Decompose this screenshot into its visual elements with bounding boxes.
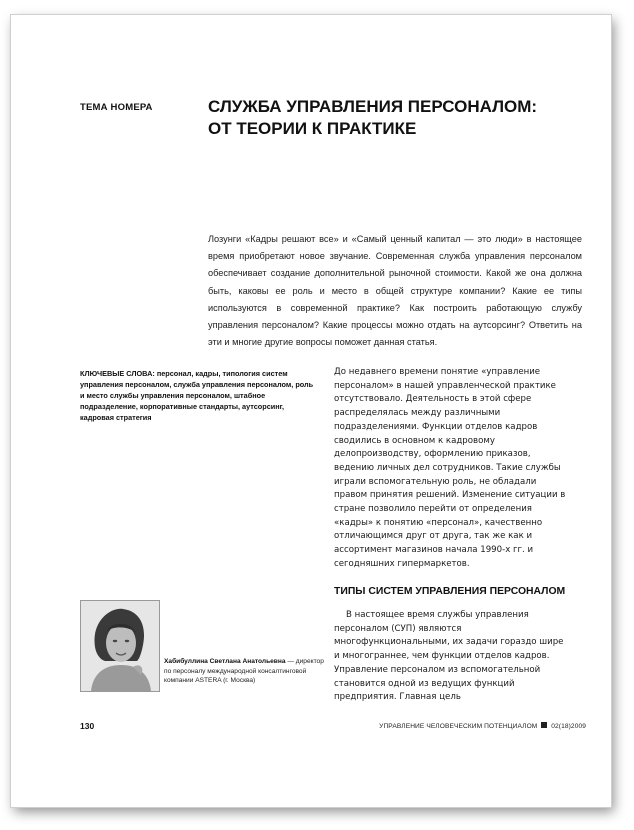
author-portrait-image	[81, 601, 159, 691]
article-title	[208, 96, 588, 140]
author-info	[164, 657, 326, 686]
article-title-line-2: ОТ ТЕОРИИ К ПРАКТИКЕ	[208, 119, 417, 138]
section-heading: ТИПЫ СИСТЕМ УПРАВЛЕНИЯ ПЕРСОНАЛОМ	[334, 586, 566, 597]
author-description: — директор по персоналу международной консалтинговой компании ASTERA (г. Москва)	[164, 658, 324, 685]
author-name: Хабибуллина Светлана Анатольевна	[164, 658, 286, 665]
keywords-text: персонал, кадры, типология систем управления персоналом, служба управления персоналом, роль и место службы управления персоналом, штабное подразделение, корпоративные стандарты, аутсорсинг, кадровая стратегия	[80, 369, 314, 422]
running-footer	[376, 722, 586, 730]
journal-name: УПРАВЛЕНИЕ ЧЕЛОВЕЧЕСКИМ ПОТЕНЦИАЛОМ	[379, 723, 538, 730]
issue-number: 02(18)2009	[551, 723, 586, 730]
section-rubric: ТЕМА НОМЕРА	[80, 102, 153, 113]
separator-square-icon	[541, 722, 547, 728]
article-title-line-1: СЛУЖБА УПРАВЛЕНИЯ ПЕРСОНАЛОМ:	[208, 97, 538, 116]
article-lead: Лозунги «Кадры решают все» и «Самый ценный капитал — это люди» в настоящее время приобретают новое звучание. Современная служба управления персоналом обеспечивает создание дополнительной рыночной стоимости. Какой же она должна быть, каковы ее роль и место в общей структуре компании? Какие ее типы используются в современной практике? Как построить работающую службу управления персоналом? Какие процессы можно отдать на аутсорсинг? Ответить на эти и многие другие вопросы поможет данная статья.	[208, 234, 582, 348]
body-paragraph-2: В настоящее время службы управления персоналом (СУП) являются многофункциональными, их задачи гораздо шире и многограннее, чем функции отделов кадров. Управление персоналом из вспомогательной становится одной из ведущих функций предприятия. Главная цель	[334, 610, 564, 703]
body-paragraph-1: До недавнего времени понятие «управление персоналом» в нашей управленческой практике отсутствовало. Деятельность в этой сфере распределялась между различными подразделениями. Функции отделов кадров сводились в основном к кадровому делопроизводству, оформлению приказов, ведению личных дел сотрудников. Такие службы играли вспомогательную роль, не обладали правом принятия решений. Изменение ситуации в стране позволило перейти от определения «кадры» к понятию «персонал», качественно отличающимся друг от друга, так же как и ассортимент магазинов начала 1990-х гг. и сегодняшних гипермаркетов.	[334, 367, 566, 569]
author-photo	[80, 600, 160, 692]
keywords-block	[80, 368, 318, 423]
page-number: 130	[80, 721, 95, 731]
keywords-label: КЛЮЧЕВЫЕ СЛОВА:	[80, 369, 155, 378]
